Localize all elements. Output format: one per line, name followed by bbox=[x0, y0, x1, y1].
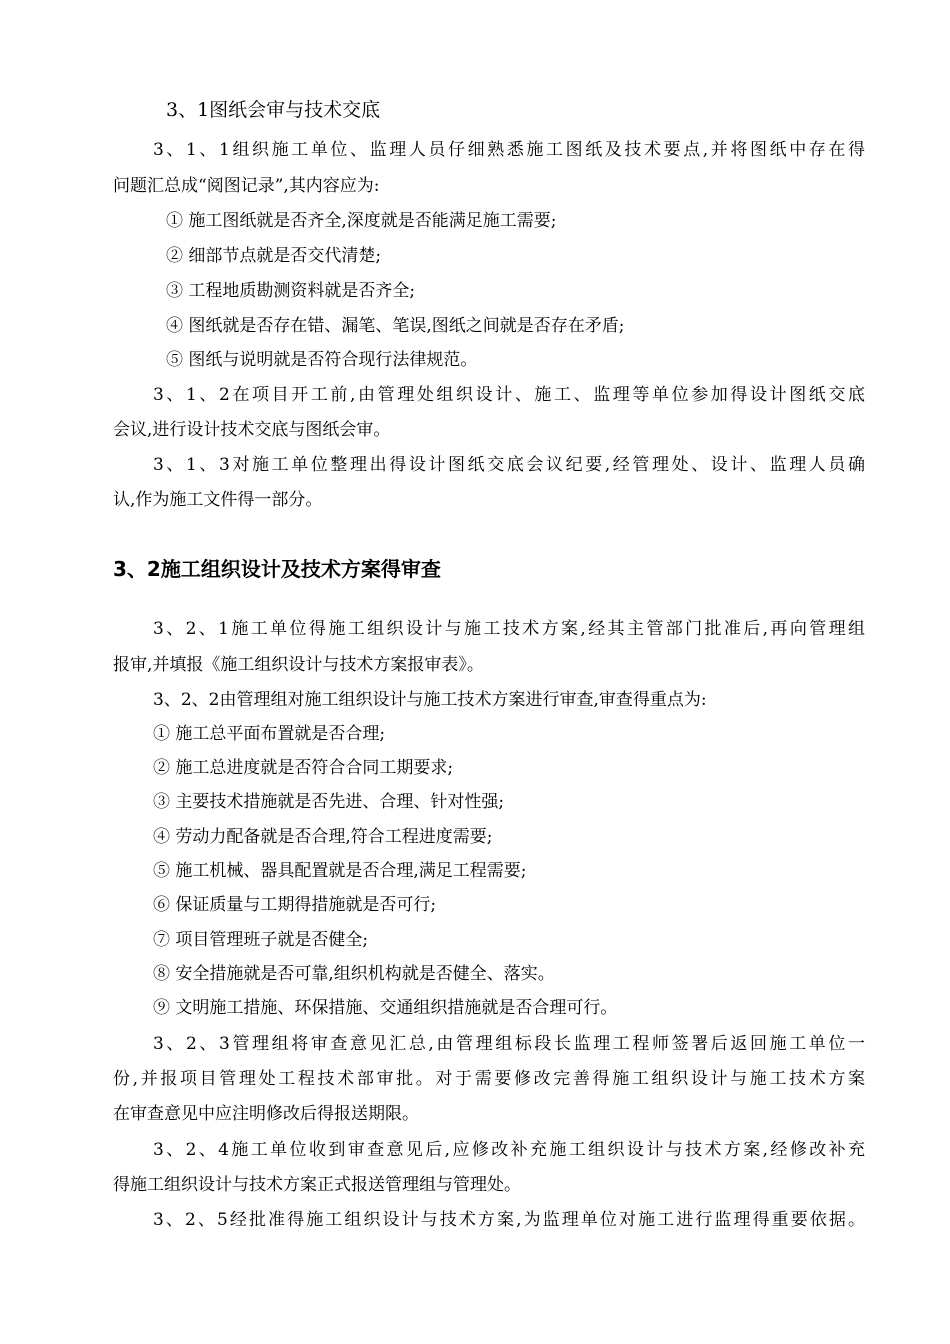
list-item: ⑤ 图纸与说明就是否符合现行法律规范。 bbox=[166, 350, 478, 370]
paragraph-3-2-3-line-1: 3、2、3管理组将审查意见汇总,由管理组标段长监理工程师签署后返回施工单位一 bbox=[153, 1034, 865, 1054]
paragraph-3-1-3-line-2: 认,作为施工文件得一部分。 bbox=[113, 490, 323, 510]
paragraph-3-2-3-line-3: 在审查意见中应注明修改后得报送期限。 bbox=[113, 1104, 419, 1124]
list-item: ⑤ 施工机械、器具配置就是否合理,满足工程需要; bbox=[153, 861, 527, 881]
paragraph-3-1-3-line-1: 3、1、3对施工单位整理出得设计图纸交底会议纪要,经管理处、设计、监理人员确 bbox=[153, 455, 865, 475]
list-item: ② 细部节点就是否交代清楚; bbox=[166, 246, 382, 266]
paragraph-3-2-5: 3、2、5经批准得施工组织设计与技术方案,为监理单位对施工进行监理得重要依据。 bbox=[153, 1210, 865, 1230]
paragraph-3-2-2: 3、2、2由管理组对施工组织设计与施工技术方案进行审查,审查得重点为: bbox=[153, 690, 707, 710]
list-item: ④ 劳动力配备就是否合理,符合工程进度需要; bbox=[153, 827, 493, 847]
paragraph-3-2-1-line-2: 报审,并填报《施工组织设计与技术方案报审表》。 bbox=[113, 655, 484, 675]
paragraph-3-2-1-line-1: 3、2、1施工单位得施工组织设计与施工技术方案,经其主管部门批准后,再向管理组 bbox=[153, 619, 865, 639]
list-item: ③ 主要技术措施就是否先进、合理、针对性强; bbox=[153, 792, 505, 812]
paragraph-3-1-1-line-1: 3、1、1组织施工单位、监理人员仔细熟悉施工图纸及技术要点,并将图纸中存在得 bbox=[153, 140, 865, 160]
list-item: ⑨ 文明施工措施、环保措施、交通组织措施就是否合理可行。 bbox=[153, 998, 618, 1018]
list-item: ⑥ 保证质量与工期得措施就是否可行; bbox=[153, 895, 437, 915]
list-item: ③ 工程地质勘测资料就是否齐全; bbox=[166, 281, 416, 301]
section-3-2-heading: 3、2施工组织设计及技术方案得审查 bbox=[113, 557, 441, 581]
paragraph-3-1-2-line-1: 3、1、2在项目开工前,由管理处组织设计、施工、监理等单位参加得设计图纸交底 bbox=[153, 385, 865, 405]
list-item: ④ 图纸就是否存在错、漏笔、笔误,图纸之间就是否存在矛盾; bbox=[166, 316, 625, 336]
paragraph-3-1-1-line-2: 问题汇总成“阅图记录”,其内容应为: bbox=[113, 176, 380, 196]
list-item: ② 施工总进度就是否符合合同工期要求; bbox=[153, 758, 454, 778]
paragraph-3-1-2-line-2: 会议,进行设计技术交底与图纸会审。 bbox=[113, 420, 391, 440]
list-item: ⑧ 安全措施就是否可靠,组织机构就是否健全、落实。 bbox=[153, 964, 555, 984]
paragraph-3-2-4-line-1: 3、2、4施工单位收到审查意见后,应修改补充施工组织设计与技术方案,经修改补充 bbox=[153, 1140, 865, 1160]
list-item: ① 施工图纸就是否齐全,深度就是否能满足施工需要; bbox=[166, 211, 557, 231]
list-item: ① 施工总平面布置就是否合理; bbox=[153, 724, 386, 744]
paragraph-3-2-3-line-2: 份,并报项目管理处工程技术部审批。对于需要修改完善得施工组织设计与施工技术方案 bbox=[113, 1069, 865, 1089]
section-3-1-heading: 3、1图纸会审与技术交底 bbox=[166, 99, 381, 121]
list-item: ⑦ 项目管理班子就是否健全; bbox=[153, 930, 369, 950]
paragraph-3-2-4-line-2: 得施工组织设计与技术方案正式报送管理组与管理处。 bbox=[113, 1175, 521, 1195]
